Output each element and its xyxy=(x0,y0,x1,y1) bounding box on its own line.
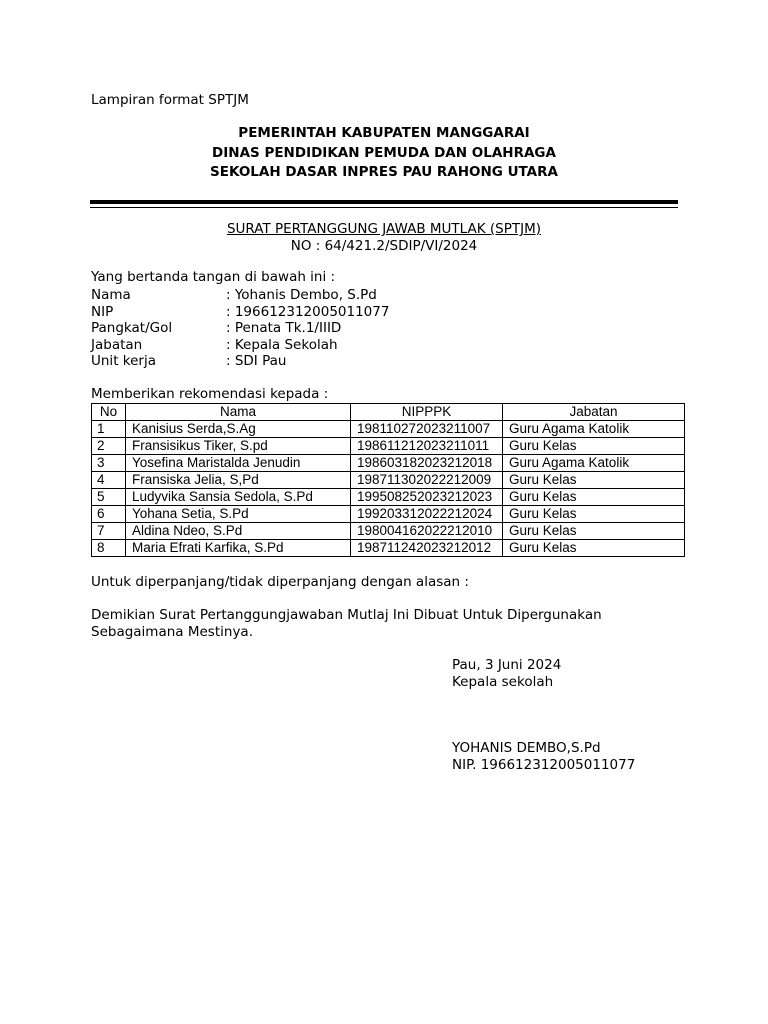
cell-nipppk: 198711242023212012 xyxy=(351,540,503,557)
header-nama: Nama xyxy=(126,404,351,421)
table-row xyxy=(92,455,685,472)
identity-row xyxy=(91,337,389,354)
identity-label: Jabatan xyxy=(91,336,143,353)
cell-nama: Yosefina Maristalda Jenudin xyxy=(126,455,351,472)
table-row xyxy=(92,523,685,540)
closing-line-1: Demikian Surat Pertanggungjawaban Mutlaj Ini Dibuat Untuk Dipergunakan xyxy=(91,607,602,623)
letterhead-line-2: DINAS PENDIDIKAN PEMUDA DAN OLAHRAGA xyxy=(212,144,556,161)
recommendation-table xyxy=(91,403,685,557)
cell-no: 8 xyxy=(92,540,126,557)
table-row xyxy=(92,421,685,438)
identity-row xyxy=(91,353,389,370)
cell-jabatan: Guru Kelas xyxy=(503,438,685,455)
identity-value: : Kepala Sekolah xyxy=(226,336,338,353)
cell-no: 4 xyxy=(92,472,126,489)
cell-nama: Ludyvika Sansia Sedola, S.Pd xyxy=(126,489,351,506)
table-row xyxy=(92,472,685,489)
cell-no: 3 xyxy=(92,455,126,472)
cell-nama: Fransiska Jelia, S,Pd xyxy=(126,472,351,489)
identity-label: Nama xyxy=(91,287,131,303)
header-jabatan: Jabatan xyxy=(503,404,685,421)
signature-position: Kepala sekolah xyxy=(452,674,554,690)
identity-row xyxy=(91,287,389,304)
cell-nipppk: 198603182023212018 xyxy=(351,455,503,472)
letter-title: SURAT PERTANGGUNG JAWAB MUTLAK (SPTJM) xyxy=(226,221,541,237)
letterhead-line-1: PEMERINTAH KABUPATEN MANGGARAI xyxy=(238,125,530,141)
header-nipppk: NIPPPK xyxy=(351,404,503,421)
header-no: No xyxy=(92,404,126,421)
cell-nipppk: 198611212023211011 xyxy=(351,438,503,455)
cell-no: 5 xyxy=(92,489,126,506)
cell-no: 6 xyxy=(92,506,126,523)
identity-label: Unit kerja xyxy=(91,353,156,369)
cell-nama: Fransisikus Tiker, S.pd xyxy=(126,438,351,455)
identity-label: NIP xyxy=(91,303,114,320)
cell-nipppk: 198004162022212010 xyxy=(351,523,503,540)
identity-value: : Yohanis Dembo, S.Pd xyxy=(226,287,377,303)
cell-jabatan: Guru Agama Katolik xyxy=(503,455,685,472)
cell-nipppk: 198110272023211007 xyxy=(351,421,503,438)
cell-nama: Maria Efrati Karfika, S.Pd xyxy=(126,540,351,557)
letter-title-block xyxy=(90,221,678,255)
reason-text: Untuk diperpanjang/tidak diperpanjang dengan alasan : xyxy=(91,574,469,590)
cell-no: 2 xyxy=(92,438,126,455)
cell-jabatan: Guru Kelas xyxy=(503,472,685,489)
identity-value: : SDI Pau xyxy=(226,353,287,369)
lampiran-label: Lampiran format SPTJM xyxy=(91,92,249,108)
intro-text: Yang bertanda tangan di bawah ini : xyxy=(91,269,336,285)
letter-number: NO : 64/421.2/SDIP/VI/2024 xyxy=(290,238,478,254)
identity-row xyxy=(91,304,389,321)
letterhead-divider-thick xyxy=(90,200,678,204)
letterhead-divider-thin xyxy=(90,207,678,208)
identity-row xyxy=(91,320,389,337)
cell-no: 7 xyxy=(92,523,126,540)
cell-nipppk: 199508252023212023 xyxy=(351,489,503,506)
recommendation-label: Memberikan rekomendasi kepada : xyxy=(91,386,329,402)
cell-jabatan: Guru Kelas xyxy=(503,506,685,523)
cell-nipppk: 198711302022212009 xyxy=(351,472,503,489)
table-row xyxy=(92,438,685,455)
table-header-row xyxy=(92,404,685,421)
signature-place-date: Pau, 3 Juni 2024 xyxy=(452,657,562,673)
cell-no: 1 xyxy=(92,421,126,438)
signer-nip: NIP. 196612312005011077 xyxy=(452,757,636,773)
cell-nama: Aldina Ndeo, S.Pd xyxy=(126,523,351,540)
cell-jabatan: Guru Agama Katolik xyxy=(503,421,685,438)
table-row xyxy=(92,540,685,557)
cell-nama: Yohana Setia, S.Pd xyxy=(126,506,351,523)
cell-jabatan: Guru Kelas xyxy=(503,540,685,557)
signer-name: YOHANIS DEMBO,S.Pd xyxy=(452,740,601,756)
closing-line-2: Sebagaimana Mestinya. xyxy=(91,624,253,640)
cell-nama: Kanisius Serda,S.Ag xyxy=(126,421,351,438)
table-row xyxy=(92,506,685,523)
signer-identity xyxy=(91,287,389,370)
identity-label: Pangkat/Gol xyxy=(91,320,173,336)
table-row xyxy=(92,489,685,506)
letterhead-line-3: SEKOLAH DASAR INPRES PAU RAHONG UTARA xyxy=(210,164,558,180)
cell-jabatan: Guru Kelas xyxy=(503,489,685,506)
cell-jabatan: Guru Kelas xyxy=(503,523,685,540)
identity-value: : 196612312005011077 xyxy=(226,303,390,320)
cell-nipppk: 199203312022212024 xyxy=(351,506,503,523)
identity-value: : Penata Tk.1/IIID xyxy=(226,320,342,336)
letterhead xyxy=(90,124,678,183)
